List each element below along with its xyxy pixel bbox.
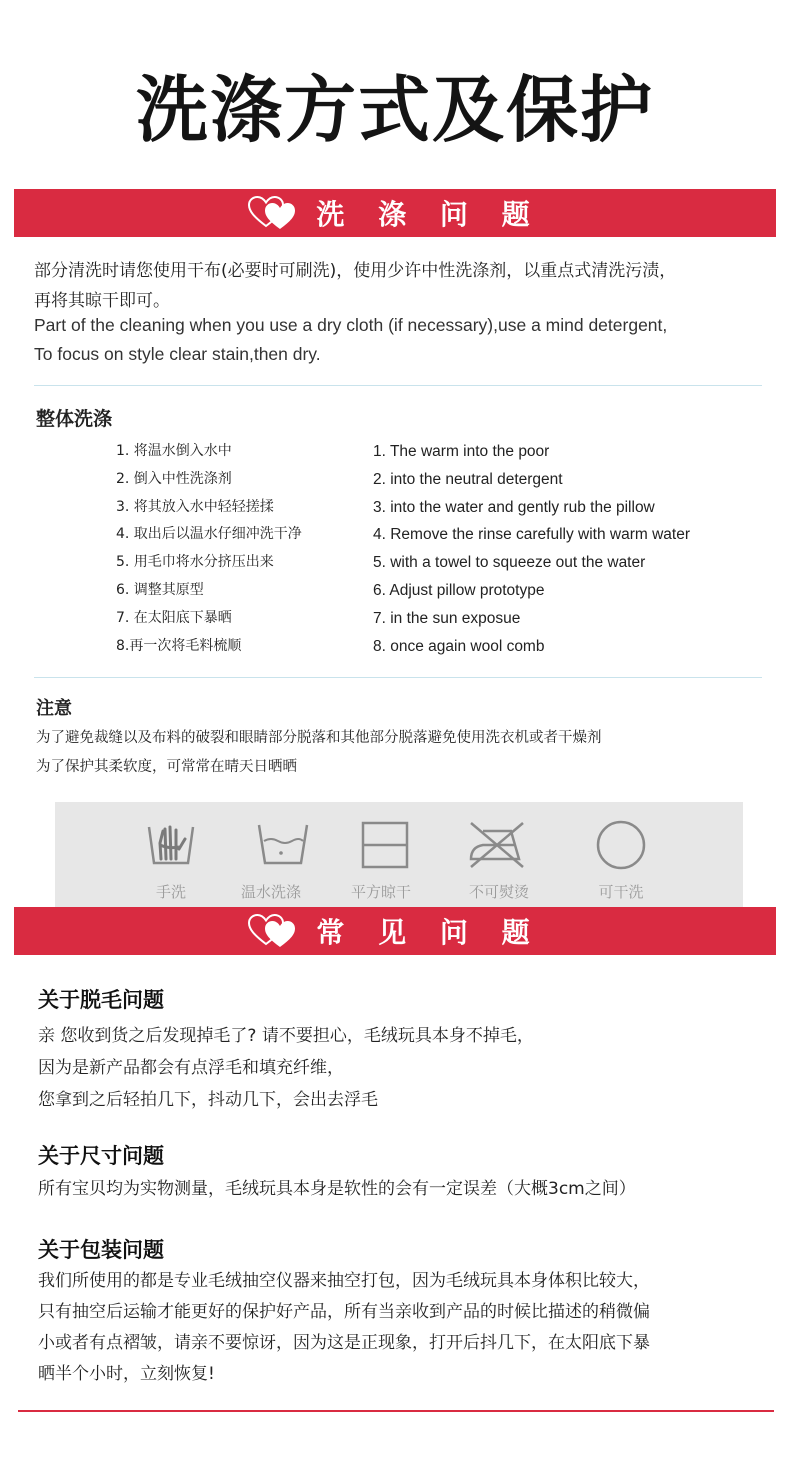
note-text bbox=[36, 724, 602, 782]
steps-chinese-list bbox=[116, 438, 302, 660]
list-item: 8. once again wool comb bbox=[373, 637, 545, 655]
paragraph-line: 晒半个小时，立刻恢复! bbox=[38, 1364, 215, 1384]
care-icons-panel bbox=[55, 802, 743, 907]
list-item: 7. in the sun exposue bbox=[373, 609, 521, 627]
packaging-text bbox=[38, 1266, 650, 1390]
dry-clean-icon bbox=[591, 819, 651, 871]
warm-water-wash-label: 温水洗涤 bbox=[240, 883, 301, 901]
list-item: 1. The warm into the poor bbox=[373, 443, 550, 460]
shedding-heading: 关于脱毛问题 bbox=[38, 988, 164, 1012]
divider bbox=[34, 677, 762, 678]
list-item: 3. 将其放入水中轻轻搓揉 bbox=[116, 498, 274, 515]
paragraph-line: 只有抽空后运输才能更好的保护好产品，所有当亲收到产品的时候比描述的稍微偏 bbox=[38, 1302, 650, 1322]
paragraph-line: 所有宝贝均为实物测量，毛绒玩具本身是软性的会有一定误差（大概3cm之间） bbox=[38, 1179, 636, 1199]
hand-wash-label: 手洗 bbox=[155, 883, 186, 901]
list-item: 6. 调整其原型 bbox=[116, 581, 204, 598]
paragraph-line: 因为是新产品都会有点浮毛和填充纤维， bbox=[38, 1058, 344, 1078]
intro-en-line: Part of the cleaning when you use a dry cloth (if necessary),use a mind detergent, bbox=[34, 315, 668, 335]
intro-en-line: To focus on style clear stain,then dry. bbox=[34, 344, 321, 364]
intro-zh-line: 部分清洗时请您使用干布(必要时可刷洗)，使用少许中性洗涤剂，以重点式清洗污渍， bbox=[34, 261, 677, 281]
size-text bbox=[38, 1173, 636, 1205]
note-line: 为了保护其柔软度，可常常在晴天日晒晒 bbox=[36, 759, 297, 775]
list-item: 6. Adjust pillow prototype bbox=[373, 581, 545, 599]
list-item: 2. into the neutral detergent bbox=[373, 470, 563, 488]
flat-dry-icon bbox=[355, 819, 415, 871]
size-heading: 关于尺寸问题 bbox=[38, 1144, 164, 1168]
note-heading: 注意 bbox=[36, 698, 72, 719]
bottom-divider bbox=[18, 1410, 774, 1412]
paragraph-line: 您拿到之后轻拍几下，抖动几下，会出去浮毛 bbox=[38, 1090, 378, 1110]
warm-water-wash-icon bbox=[253, 819, 313, 871]
list-item: 5. 用毛巾将水分挤压出来 bbox=[116, 554, 274, 571]
dry-clean-label: 可干洗 bbox=[598, 883, 644, 901]
paragraph-line: 我们所使用的都是专业毛绒抽空仪器来抽空打包，因为毛绒玩具本身体积比较大， bbox=[38, 1271, 650, 1291]
list-item: 4. 取出后以温水仔细冲洗干净 bbox=[116, 526, 302, 543]
list-item: 1. 将温水倒入水中 bbox=[116, 443, 232, 459]
washing-section-title: 洗 涤 问 题 bbox=[316, 198, 542, 231]
whole-wash-heading: 整体洗涤 bbox=[36, 408, 113, 430]
list-item: 3. into the water and gently rub the pillow bbox=[373, 498, 655, 516]
flat-dry-label: 平方晾干 bbox=[350, 883, 411, 901]
no-iron-label: 不可熨烫 bbox=[468, 883, 529, 901]
no-iron-icon bbox=[467, 819, 527, 871]
list-item: 2. 倒入中性洗涤剂 bbox=[116, 470, 232, 487]
intro-zh-line: 再将其晾干即可。 bbox=[34, 291, 170, 311]
list-item: 8.再一次将毛料梳顺 bbox=[116, 637, 242, 654]
page-title: 洗涤方式及保护 bbox=[135, 68, 654, 152]
list-item: 7. 在太阳底下暴晒 bbox=[116, 609, 232, 626]
divider bbox=[34, 385, 762, 386]
list-item: 4. Remove the rinse carefully with warm water bbox=[373, 526, 691, 544]
hand-wash-icon bbox=[141, 819, 201, 871]
steps-english-list bbox=[373, 438, 690, 660]
note-line: 为了避免裁缝以及布料的破裂和眼睛部分脱落和其他部分脱落避免使用洗衣机或者干燥剂 bbox=[36, 730, 602, 746]
paragraph-line: 小或者有点褶皱，请亲不要惊讶，因为这是正现象，打开后抖几下，在太阳底下暴 bbox=[38, 1333, 650, 1353]
washing-section-banner bbox=[14, 189, 776, 237]
shedding-text bbox=[38, 1020, 534, 1116]
intro-english bbox=[34, 311, 667, 369]
faq-section-banner bbox=[14, 907, 776, 955]
intro-chinese bbox=[34, 256, 676, 316]
packaging-heading: 关于包装问题 bbox=[38, 1238, 164, 1262]
list-item: 5. with a towel to squeeze out the water bbox=[373, 554, 646, 572]
hearts-icon bbox=[248, 914, 302, 948]
hearts-icon bbox=[248, 196, 302, 230]
paragraph-line: 亲 您收到货之后发现掉毛了? 请不要担心，毛绒玩具本身不掉毛， bbox=[38, 1026, 534, 1046]
faq-section-title: 常 见 问 题 bbox=[316, 916, 542, 949]
